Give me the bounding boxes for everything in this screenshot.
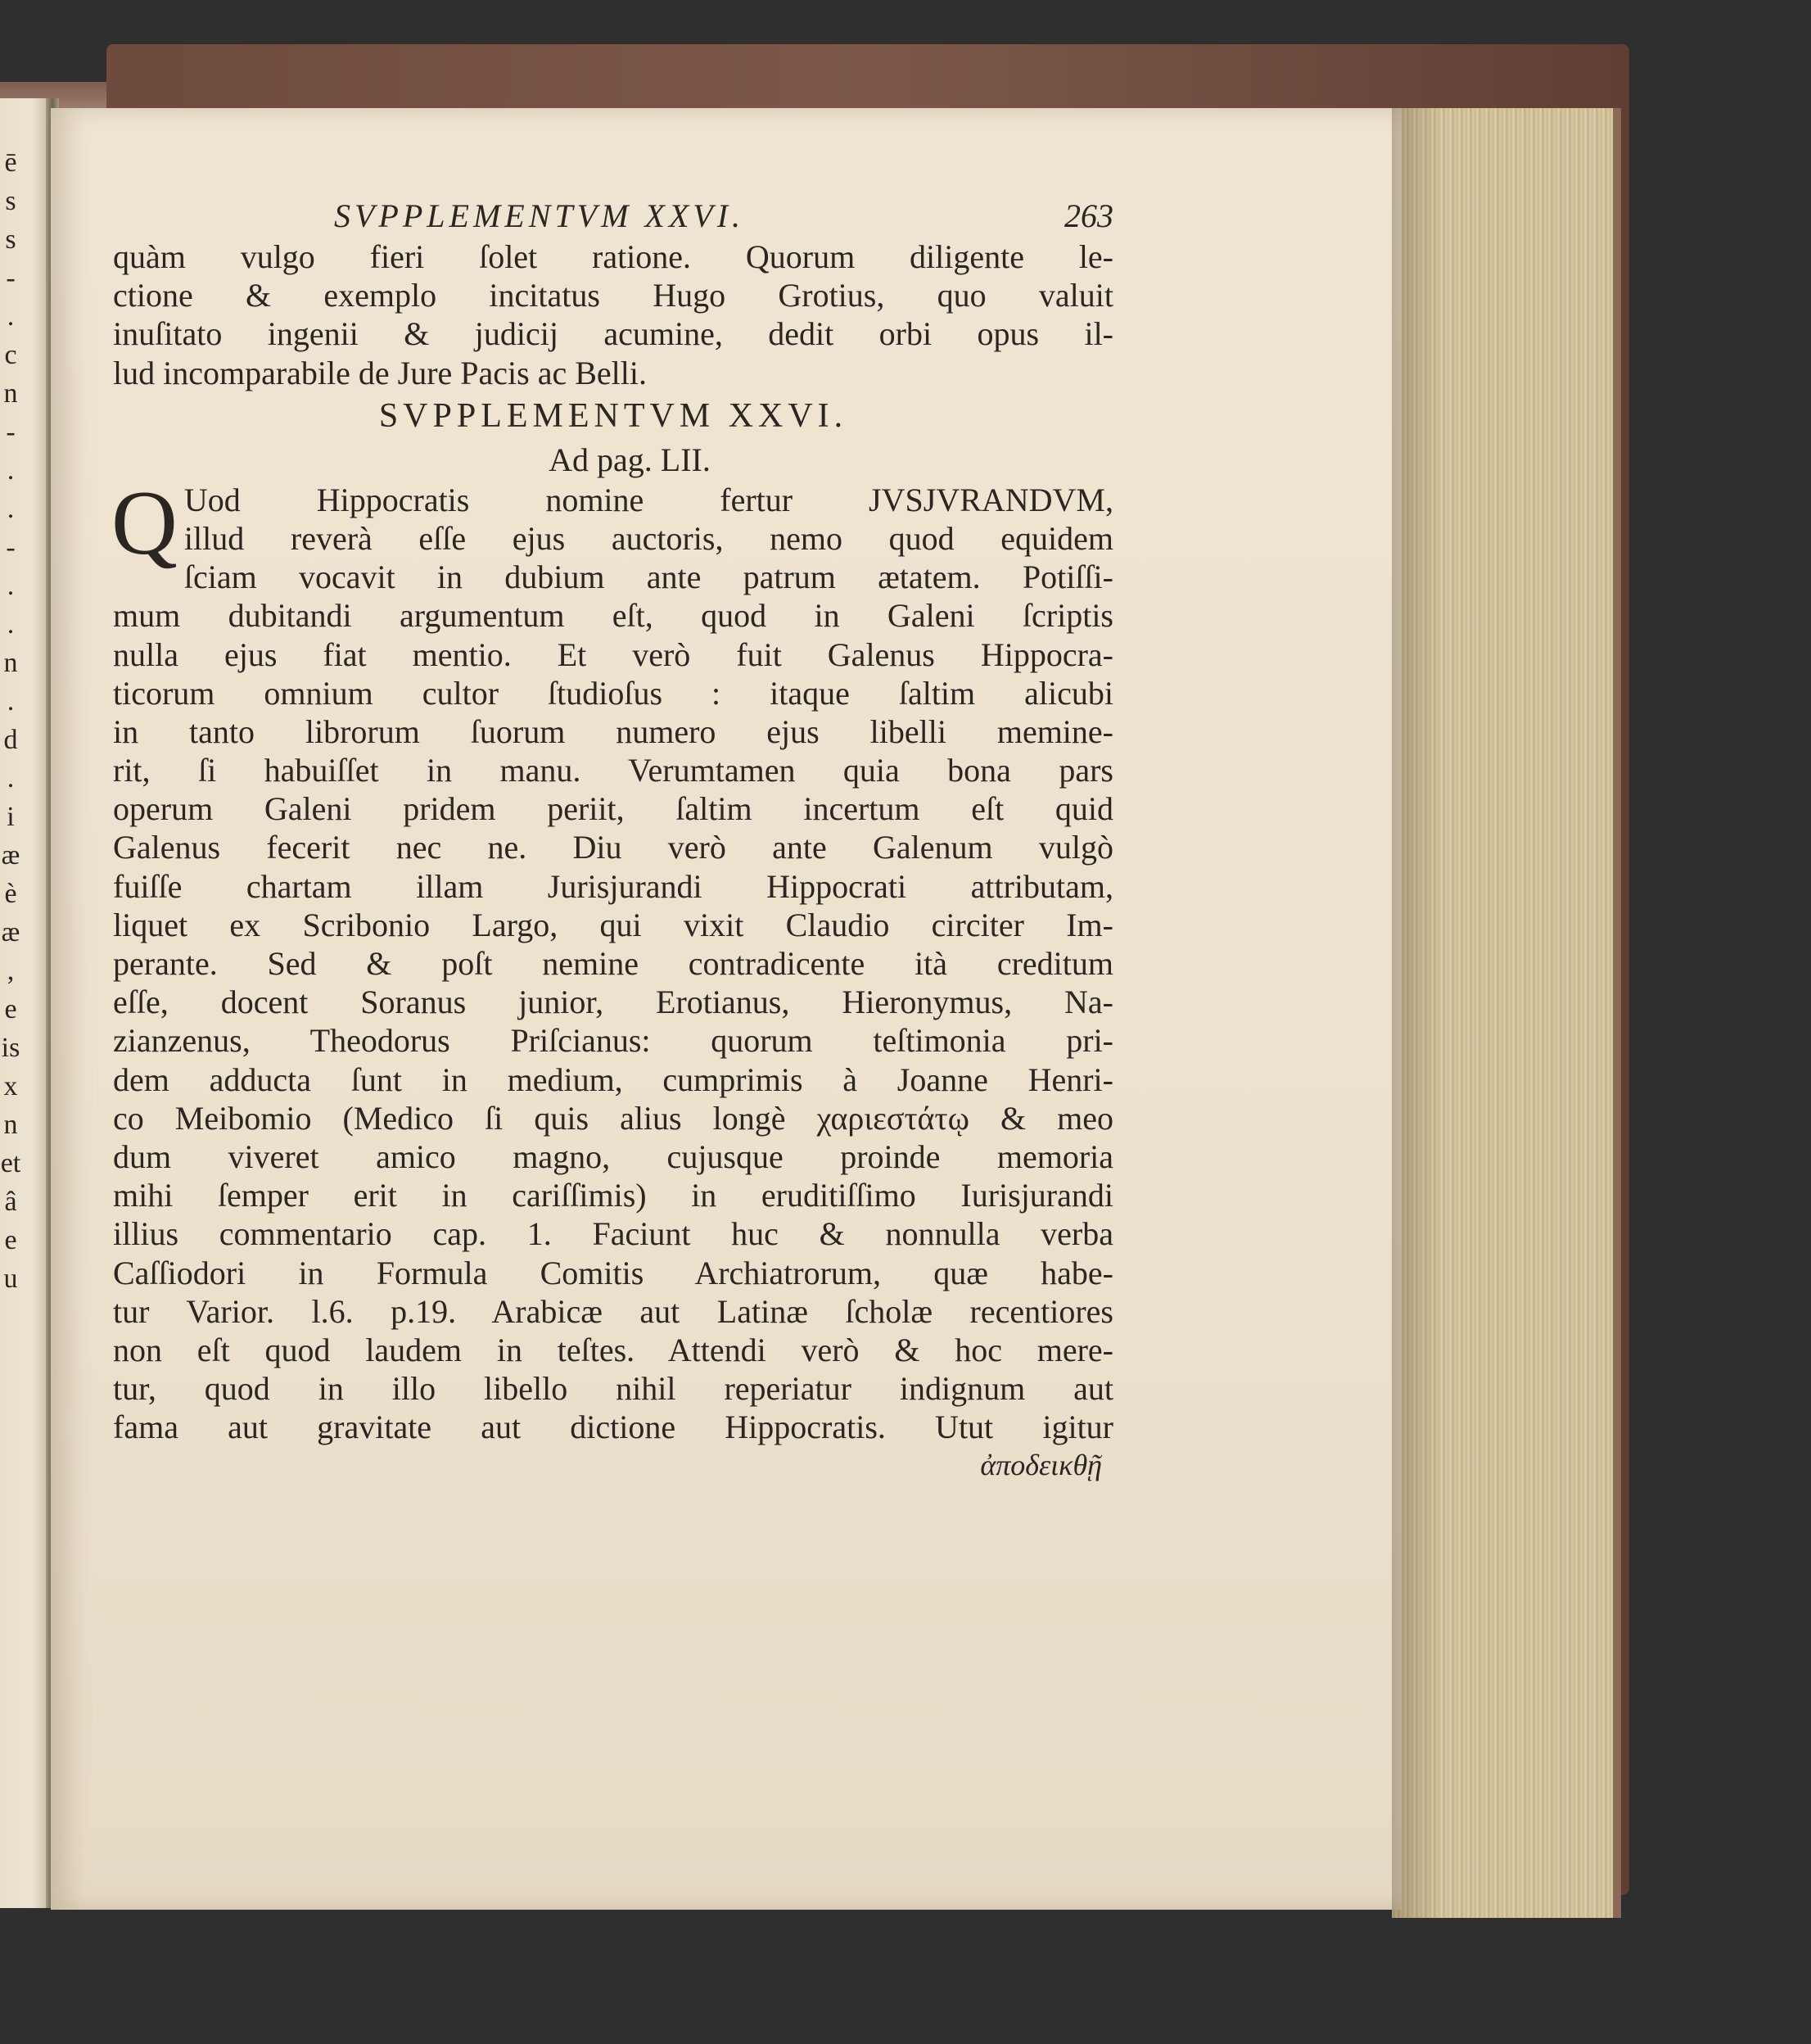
section-heading: SVPPLEMENTVM XXVI. <box>378 396 848 435</box>
facing-page-char: . <box>7 455 15 486</box>
facing-page-char: c <box>4 340 17 370</box>
text-line: dem adducta ſunt in medium, cumprimis à Joanne Henri- <box>113 1060 1113 1098</box>
facing-page-fragment <box>0 98 49 1908</box>
facing-page-char: . <box>7 686 15 717</box>
text-line: Uod Hippocratis nomine fertur JVSJVRANDVM, <box>183 481 1113 518</box>
catchword: ἀποδεικθῇ <box>980 1449 1102 1482</box>
text-line: fama aut gravitate aut dictione Hippocratis. Utut igitur <box>113 1409 1113 1446</box>
text-line: mum dubitandi argumentum eſt, quod in Galeni ſcriptis <box>113 597 1113 635</box>
text-line: tur, quod in illo libello nihil reperiatur indignum aut <box>113 1370 1113 1408</box>
text-line: Galenus fecerit nec ne. Diu verò ante Galenum vulgò <box>113 829 1113 866</box>
facing-page-char: è <box>4 879 17 909</box>
facing-page-char: i <box>7 802 15 832</box>
running-title: SVPPLEMENTVM XXVI. <box>334 197 745 234</box>
text-line: perante. Sed & poſt nemine contradicente ità creditum <box>113 945 1113 982</box>
facing-page-char: is <box>1 1033 20 1063</box>
text-line: ticorum omnium cultor ſtudioſus : itaque ſaltim alicubi <box>113 674 1113 712</box>
text-line: fuiſſe chartam illam Jurisjurandi Hippocrati attributam, <box>113 867 1113 905</box>
facing-page-char: . <box>7 301 15 332</box>
text-line: tur Varior. l.6. p.19. Arabicæ aut Latinæ ſcholæ recentiores <box>113 1292 1113 1330</box>
facing-page-char: e <box>4 1225 17 1255</box>
text-line: lud incomparabile de Jure Pacis ac Belli. <box>113 354 648 391</box>
text-line: zianzenus, Theodorus Priſcianus: quorum teſtimonia pri- <box>113 1022 1113 1060</box>
facing-page-char: . <box>7 571 15 601</box>
text-line: dum viveret amico magno, cujusque proinde memoria <box>113 1137 1113 1175</box>
text-line: inuſitato ingenii & judicij acumine, dedit orbi opus il- <box>113 315 1113 353</box>
facing-page-char: - <box>6 263 16 293</box>
text-line: illius commentario cap. 1. Faciunt huc & nonnulla verba <box>113 1215 1113 1253</box>
text-line: mihi ſemper erit in cariſſimis) in eruditiſſimo Iurisjurandi <box>113 1177 1113 1214</box>
facing-page-char: . <box>7 609 15 640</box>
facing-page-char: u <box>3 1264 18 1294</box>
text-line: operum Galeni pridem periit, ſaltim incertum eſt quid <box>113 790 1113 828</box>
body-paragraph <box>113 558 1113 1446</box>
drop-cap: Q <box>111 472 178 574</box>
facing-page-char: e <box>4 994 17 1024</box>
section-reference: Ad pag. LII. <box>549 441 711 478</box>
first-paragraph-opening <box>111 472 1113 574</box>
text-line: ctione & exemplo incitatus Hugo Grotius, quo valuit <box>113 277 1113 314</box>
facing-page-char: æ <box>1 840 20 871</box>
text-line: co Meibomio (Medico ſi quis alius longè χαριεστάτῳ & meo <box>113 1099 1113 1137</box>
text-line: illud reverà eſſe ejus auctoris, nemo quod equidem <box>183 519 1113 557</box>
page-edge-shadow <box>1392 108 1441 1918</box>
facing-page-char: - <box>6 532 16 563</box>
facing-page-char: â <box>4 1187 17 1217</box>
text-line: rit, ſi habuiſſet in manu. Verumtamen quia bona pars <box>113 752 1113 789</box>
facing-page-char: . <box>7 763 15 794</box>
facing-page-char: n <box>3 378 18 409</box>
facing-page-char: æ <box>1 917 20 947</box>
facing-page-char: s <box>5 224 16 255</box>
text-line: quàm vulgo fieri ſolet ratione. Quorum diligente le- <box>113 238 1113 275</box>
facing-page-char: - <box>6 417 16 447</box>
text-line: in tanto librorum ſuorum numero ejus libelli memine- <box>113 712 1113 750</box>
text-line: Caſſiodori in Formula Comitis Archiatrorum, quæ habe- <box>113 1254 1113 1291</box>
running-head <box>113 197 1113 237</box>
text-line: eſſe, docent Soranus junior, Erotianus, Hieronymus, Na- <box>113 984 1113 1021</box>
facing-page-char: et <box>0 1148 21 1178</box>
text-line: ſciam vocavit in dubium ante patrum ætatem. Potiſſi- <box>183 558 1113 596</box>
facing-page-char: ē <box>4 147 17 178</box>
text-line: non eſt quod laudem in teſtes. Attendi verò & hoc mere- <box>113 1331 1113 1368</box>
facing-page-char: n <box>3 648 18 678</box>
facing-page-char: d <box>3 725 18 755</box>
facing-page-char: n <box>3 1110 18 1140</box>
facing-page-char: , <box>7 956 15 986</box>
facing-page-char: . <box>7 494 15 524</box>
page-text <box>113 197 1113 1485</box>
page-number: 263 <box>1064 197 1113 234</box>
facing-page-char: x <box>3 1071 18 1101</box>
text-line: liquet ex Scribonio Largo, qui vixit Claudio circiter Im- <box>113 906 1113 943</box>
text-line: nulla ejus fiat mentio. Et verò fuit Galenus Hippocra- <box>113 635 1113 673</box>
facing-page-char: s <box>5 186 16 216</box>
